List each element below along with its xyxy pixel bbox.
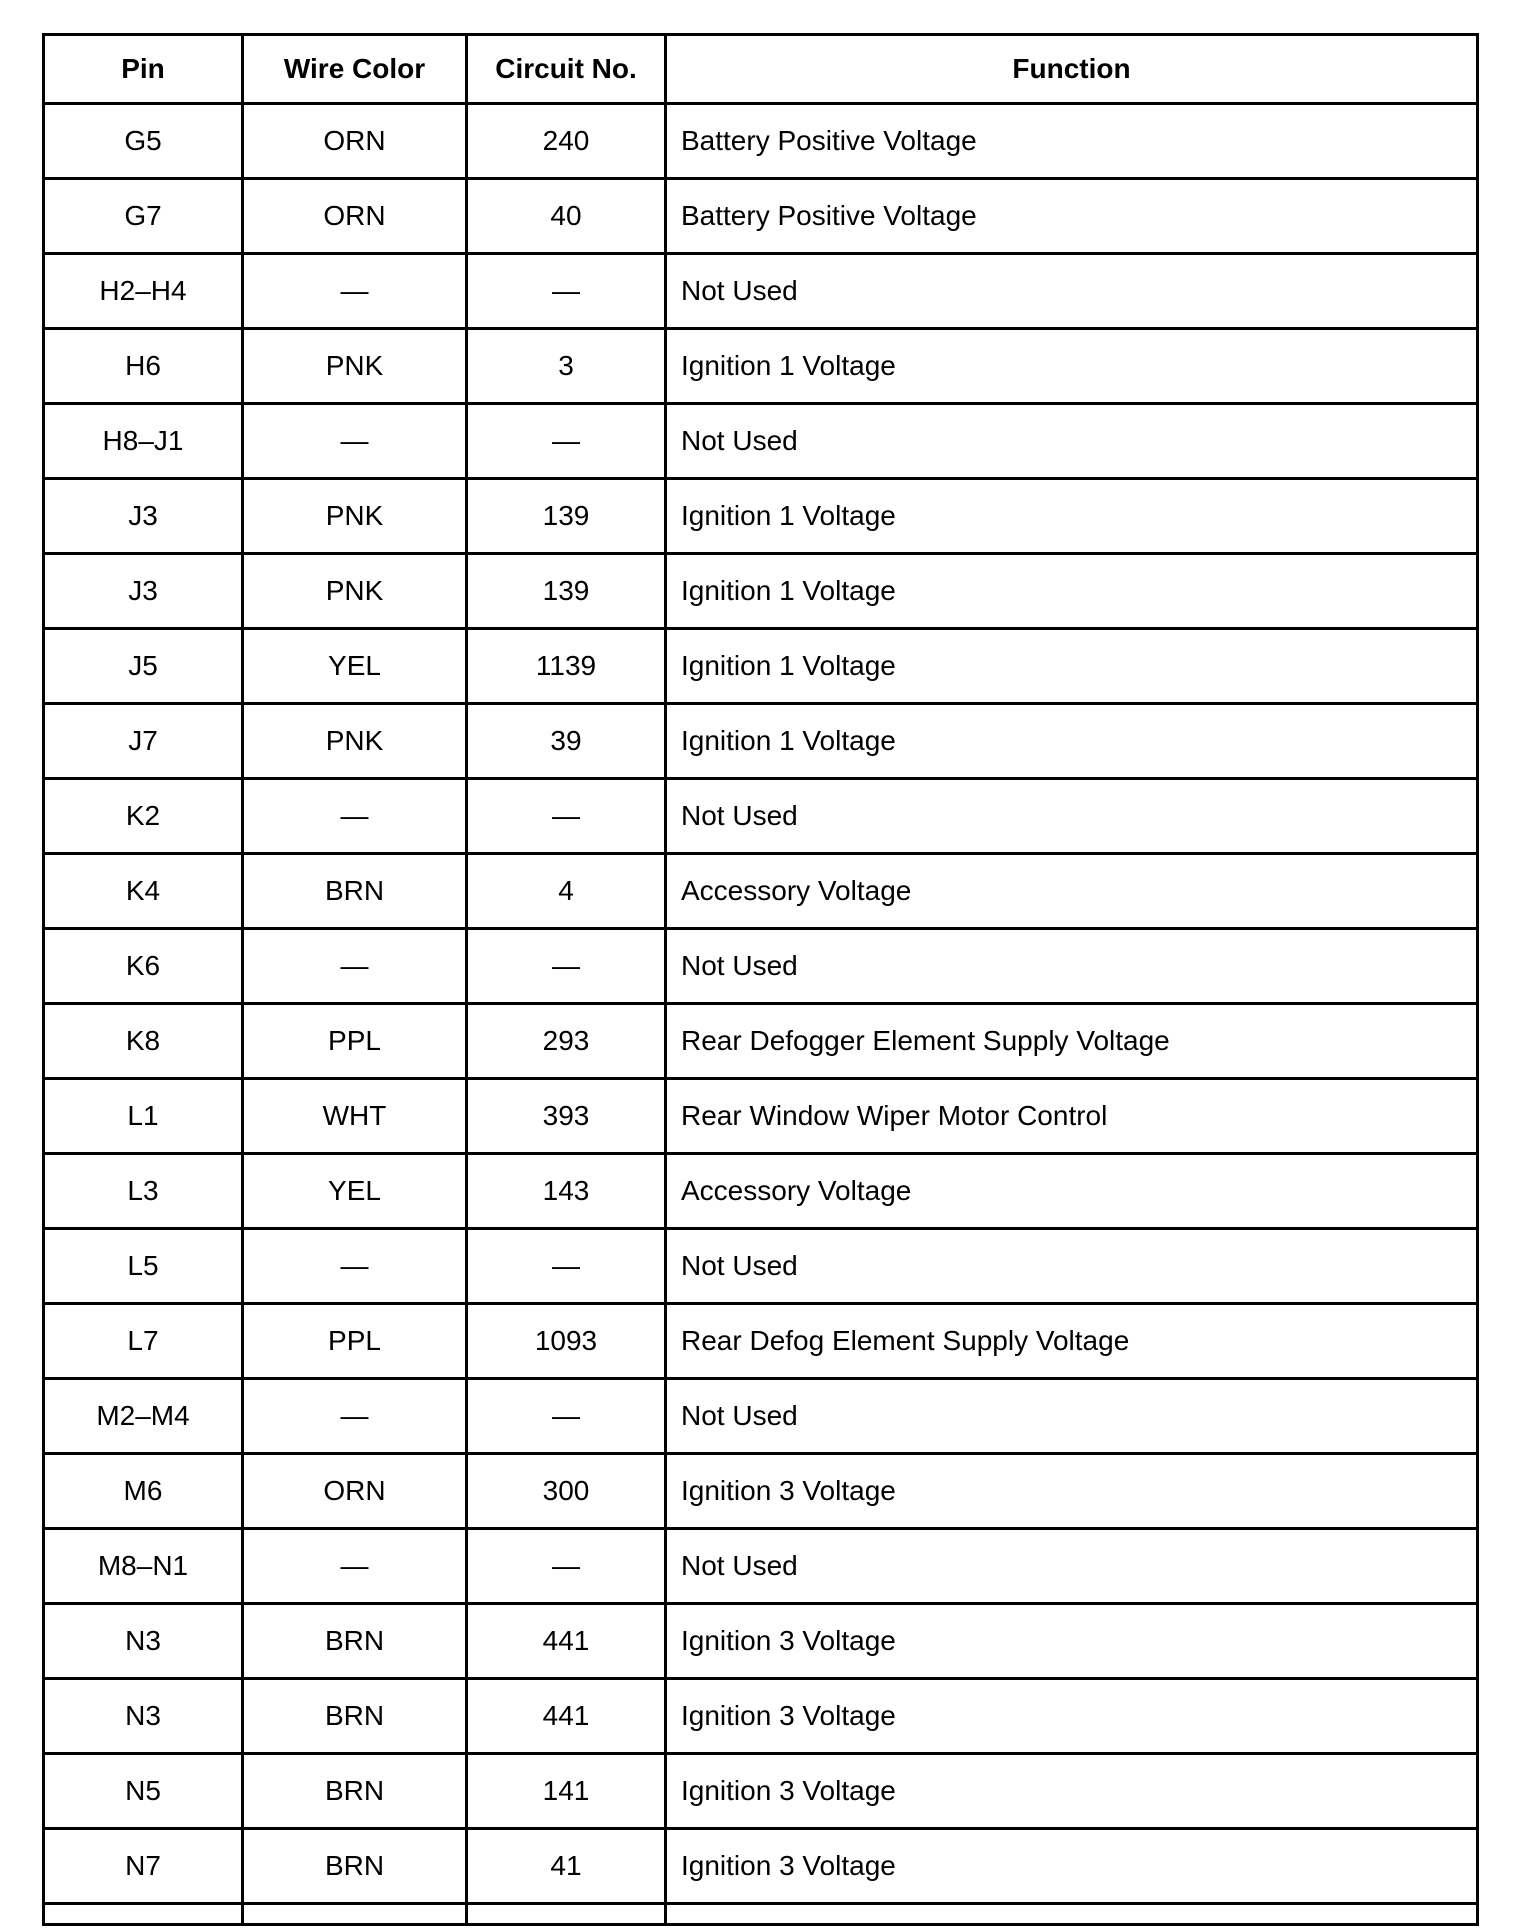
cell-pin: N5 <box>44 1754 243 1829</box>
table-row <box>44 104 1478 179</box>
cell-pin: N7 <box>44 1829 243 1904</box>
cell-function: Ignition 1 Voltage <box>666 479 1478 554</box>
cell-circuit-no: 41 <box>467 1829 666 1904</box>
cell-pin: J3 <box>44 479 243 554</box>
cell-wire-color: PNK <box>243 329 467 404</box>
cell-pin: M8–N1 <box>44 1529 243 1604</box>
cell-pin: K6 <box>44 929 243 1004</box>
cell-pin: H8–J1 <box>44 404 243 479</box>
cell-circuit-no: — <box>467 254 666 329</box>
cell-function: Ignition 1 Voltage <box>666 329 1478 404</box>
cell-circuit-no: 3 <box>467 329 666 404</box>
table-row <box>44 779 1478 854</box>
cell-pin: N3 <box>44 1604 243 1679</box>
cell-function: Not Used <box>666 1229 1478 1304</box>
cell-wire-color: — <box>243 254 467 329</box>
table-row <box>44 404 1478 479</box>
connector-pinout-table <box>42 33 1479 1926</box>
cell-circuit-no: 240 <box>467 104 666 179</box>
header-function: Function <box>666 35 1478 104</box>
cell-wire-color: YEL <box>243 629 467 704</box>
cell-function: Battery Positive Voltage <box>666 179 1478 254</box>
cell-circuit-no: 441 <box>467 1679 666 1754</box>
cell-wire-color: PPL <box>243 1304 467 1379</box>
cell-function: Ignition 3 Voltage <box>666 1754 1478 1829</box>
table-row <box>44 329 1478 404</box>
cell-circuit-no: — <box>467 404 666 479</box>
cell-function: Not Used <box>666 254 1478 329</box>
cell-function: Rear Defogger Element Supply Voltage <box>666 1004 1478 1079</box>
cell-wire-color: ORN <box>243 104 467 179</box>
cell-circuit-no: — <box>467 779 666 854</box>
table-row <box>44 1529 1478 1604</box>
cell-wire-color: BRN <box>243 1604 467 1679</box>
cell-circuit-no: 39 <box>467 704 666 779</box>
cell-wire-color: — <box>243 929 467 1004</box>
cell-pin: L3 <box>44 1154 243 1229</box>
table-row <box>44 254 1478 329</box>
table-row <box>44 1304 1478 1379</box>
cell-circuit-no: — <box>467 1229 666 1304</box>
cell-pin: K4 <box>44 854 243 929</box>
cell-function: Ignition 3 Voltage <box>666 1829 1478 1904</box>
table-row-partial <box>44 1904 1478 1925</box>
cell-wire-color: — <box>243 1229 467 1304</box>
cell-function: Rear Defog Element Supply Voltage <box>666 1304 1478 1379</box>
cell-pin: L7 <box>44 1304 243 1379</box>
table-row <box>44 1004 1478 1079</box>
partial-cell <box>467 1904 666 1925</box>
table-row <box>44 1604 1478 1679</box>
cell-pin: G5 <box>44 104 243 179</box>
cell-function: Not Used <box>666 404 1478 479</box>
cell-circuit-no: 441 <box>467 1604 666 1679</box>
cell-wire-color: — <box>243 1379 467 1454</box>
table-row <box>44 854 1478 929</box>
cell-wire-color: PNK <box>243 704 467 779</box>
cell-wire-color: PPL <box>243 1004 467 1079</box>
cell-pin: N3 <box>44 1679 243 1754</box>
cell-function: Not Used <box>666 1529 1478 1604</box>
table-row <box>44 479 1478 554</box>
table-row <box>44 179 1478 254</box>
table-row <box>44 1679 1478 1754</box>
cell-circuit-no: 40 <box>467 179 666 254</box>
cell-pin: J5 <box>44 629 243 704</box>
cell-function: Ignition 3 Voltage <box>666 1604 1478 1679</box>
table-row <box>44 1229 1478 1304</box>
cell-function: Accessory Voltage <box>666 1154 1478 1229</box>
cell-function: Ignition 1 Voltage <box>666 554 1478 629</box>
header-wire-color: Wire Color <box>243 35 467 104</box>
header-circuit-no: Circuit No. <box>467 35 666 104</box>
cell-pin: L5 <box>44 1229 243 1304</box>
cell-function: Ignition 3 Voltage <box>666 1679 1478 1754</box>
table-row <box>44 1454 1478 1529</box>
cell-wire-color: YEL <box>243 1154 467 1229</box>
table-row <box>44 629 1478 704</box>
cell-wire-color: BRN <box>243 1679 467 1754</box>
cell-circuit-no: 1139 <box>467 629 666 704</box>
table-row <box>44 554 1478 629</box>
cell-pin: K8 <box>44 1004 243 1079</box>
cell-circuit-no: 139 <box>467 554 666 629</box>
table-body <box>44 104 1478 1925</box>
table-row <box>44 704 1478 779</box>
cell-wire-color: BRN <box>243 1754 467 1829</box>
cell-pin: M2–M4 <box>44 1379 243 1454</box>
cell-function: Rear Window Wiper Motor Control <box>666 1079 1478 1154</box>
header-pin: Pin <box>44 35 243 104</box>
cell-wire-color: BRN <box>243 1829 467 1904</box>
cell-pin: M6 <box>44 1454 243 1529</box>
cell-function: Ignition 1 Voltage <box>666 629 1478 704</box>
cell-wire-color: PNK <box>243 554 467 629</box>
cell-circuit-no: 293 <box>467 1004 666 1079</box>
table-row <box>44 1079 1478 1154</box>
cell-circuit-no: 139 <box>467 479 666 554</box>
cell-circuit-no: 300 <box>467 1454 666 1529</box>
cell-function: Not Used <box>666 929 1478 1004</box>
cell-circuit-no: 4 <box>467 854 666 929</box>
table-header-row <box>44 35 1478 104</box>
cell-pin: L1 <box>44 1079 243 1154</box>
cell-pin: H6 <box>44 329 243 404</box>
cell-pin: J7 <box>44 704 243 779</box>
cell-pin: G7 <box>44 179 243 254</box>
cell-wire-color: — <box>243 1529 467 1604</box>
cell-wire-color: ORN <box>243 179 467 254</box>
table-row <box>44 1154 1478 1229</box>
partial-cell <box>666 1904 1478 1925</box>
cell-pin: H2–H4 <box>44 254 243 329</box>
cell-circuit-no: — <box>467 1379 666 1454</box>
partial-cell <box>243 1904 467 1925</box>
cell-wire-color: WHT <box>243 1079 467 1154</box>
table-row <box>44 1754 1478 1829</box>
cell-function: Ignition 1 Voltage <box>666 704 1478 779</box>
cell-wire-color: — <box>243 779 467 854</box>
cell-pin: J3 <box>44 554 243 629</box>
cell-circuit-no: 393 <box>467 1079 666 1154</box>
cell-circuit-no: — <box>467 929 666 1004</box>
cell-function: Ignition 3 Voltage <box>666 1454 1478 1529</box>
cell-wire-color: — <box>243 404 467 479</box>
cell-wire-color: PNK <box>243 479 467 554</box>
partial-cell <box>44 1904 243 1925</box>
cell-wire-color: BRN <box>243 854 467 929</box>
cell-circuit-no: 1093 <box>467 1304 666 1379</box>
cell-function: Not Used <box>666 1379 1478 1454</box>
cell-circuit-no: — <box>467 1529 666 1604</box>
cell-wire-color: ORN <box>243 1454 467 1529</box>
table-row <box>44 1829 1478 1904</box>
table-row <box>44 929 1478 1004</box>
cell-function: Battery Positive Voltage <box>666 104 1478 179</box>
cell-function: Not Used <box>666 779 1478 854</box>
cell-circuit-no: 141 <box>467 1754 666 1829</box>
cell-circuit-no: 143 <box>467 1154 666 1229</box>
cell-pin: K2 <box>44 779 243 854</box>
table-row <box>44 1379 1478 1454</box>
cell-function: Accessory Voltage <box>666 854 1478 929</box>
